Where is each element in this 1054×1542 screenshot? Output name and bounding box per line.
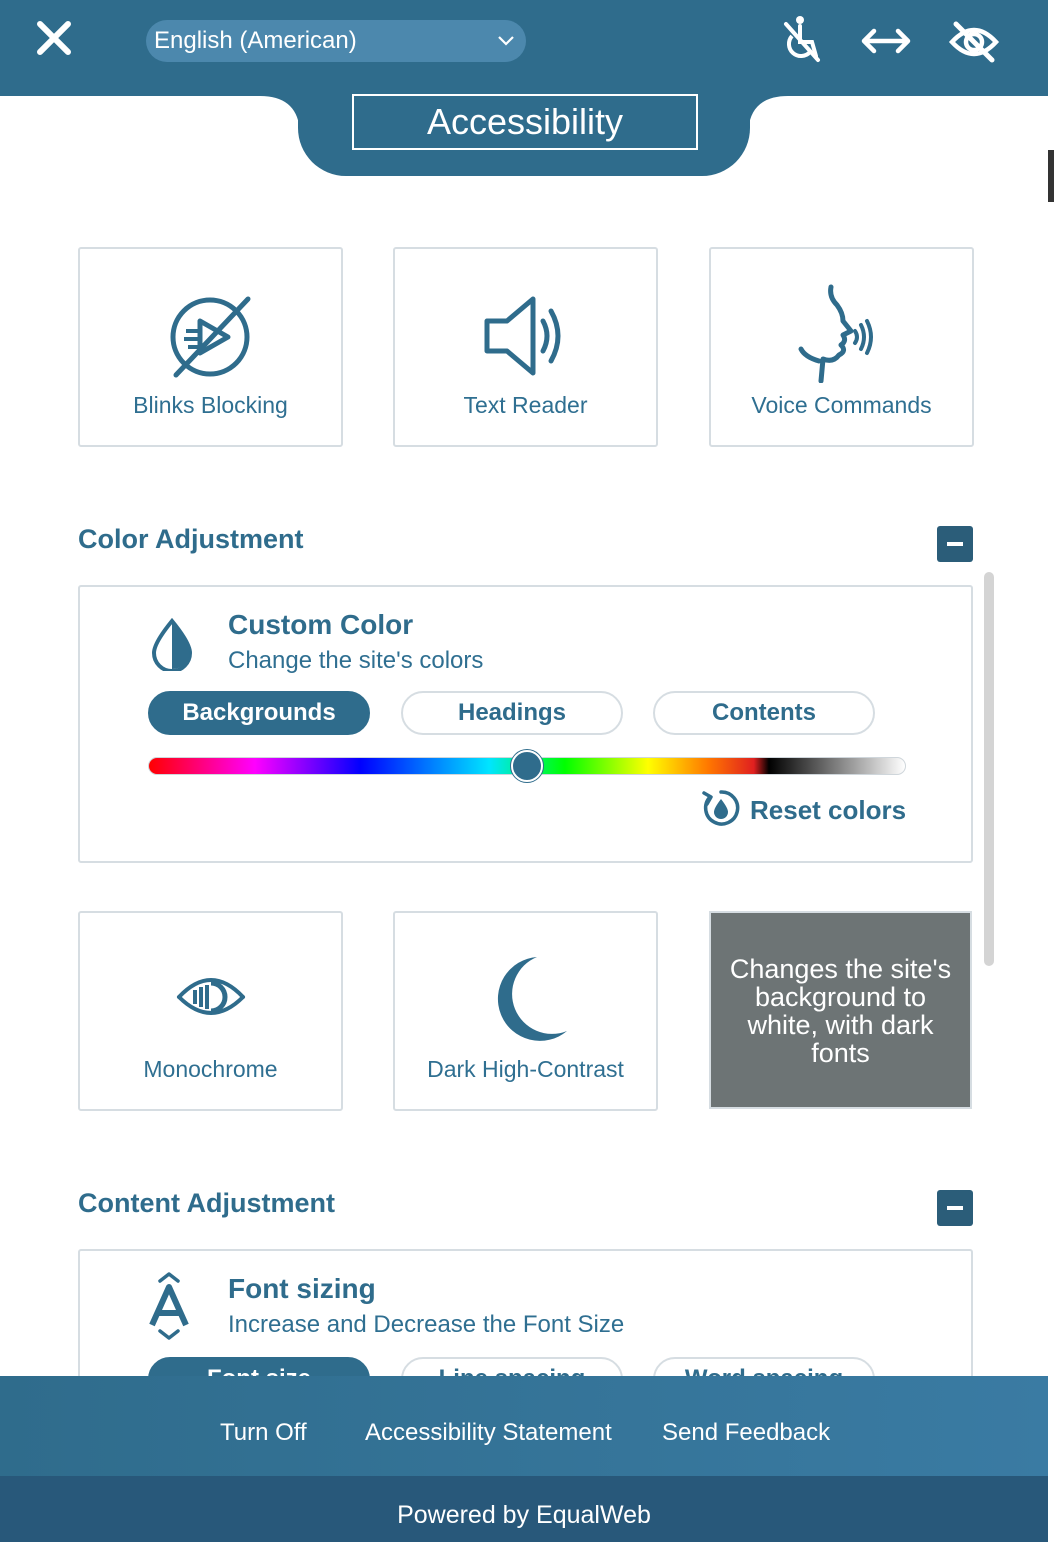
eye-off-icon	[946, 12, 1002, 68]
color-spectrum-slider[interactable]	[148, 757, 906, 775]
send-feedback-link[interactable]: Send Feedback	[662, 1419, 831, 1446]
hide-interface-button[interactable]	[946, 12, 1002, 68]
close-icon	[30, 16, 78, 64]
dark-high-contrast-label: Dark High-Contrast	[427, 1056, 624, 1082]
voice-head-icon	[797, 283, 887, 383]
speaker-icon	[481, 295, 571, 377]
tab-backgrounds[interactable]: Backgrounds	[148, 691, 370, 735]
tab-curve-left	[260, 96, 300, 136]
font-sizing-subtitle: Increase and Decrease the Font Size	[228, 1311, 625, 1338]
eye-lines-icon	[175, 967, 247, 1021]
custom-color-panel	[78, 585, 973, 863]
font-size-icon	[144, 1271, 194, 1341]
arrows-horizontal-icon	[858, 12, 914, 68]
tab-curve-right	[748, 96, 788, 136]
reset-droplet-icon	[700, 787, 742, 829]
tab-contents[interactable]: Contents	[653, 691, 875, 735]
monochrome-card[interactable]	[78, 911, 343, 1111]
custom-color-subtitle: Change the site's colors	[228, 647, 484, 674]
tab-headings[interactable]: Headings	[401, 691, 623, 735]
slider-thumb[interactable]	[511, 750, 543, 782]
footer-links-bar	[0, 1376, 1048, 1476]
accessibility-statement-link[interactable]: Accessibility Statement	[365, 1419, 612, 1446]
font-sizing-title: Font sizing	[228, 1273, 376, 1304]
color-adjustment-heading: Color Adjustment	[78, 524, 304, 554]
close-button[interactable]	[30, 16, 78, 64]
voice-commands-label: Voice Commands	[751, 392, 932, 418]
text-reader-card[interactable]	[393, 247, 658, 447]
color-adjustment-collapse-button[interactable]	[937, 526, 973, 562]
moon-icon	[481, 953, 571, 1045]
text-reader-label: Text Reader	[463, 392, 588, 418]
voice-commands-card[interactable]	[709, 247, 974, 447]
tooltip-light-high-contrast: Changes the site's background to white, with dark fonts	[709, 911, 972, 1109]
blinks-blocking-label: Blinks Blocking	[133, 392, 288, 418]
content-adjustment-heading: Content Adjustment	[78, 1188, 335, 1218]
turn-off-link[interactable]: Turn Off	[220, 1419, 307, 1446]
expand-width-button[interactable]	[858, 12, 914, 68]
language-value: English (American)	[154, 27, 357, 54]
custom-color-title: Custom Color	[228, 609, 414, 640]
page-edge	[1048, 0, 1054, 1542]
powered-by: Powered by EqualWeb	[0, 1476, 1048, 1542]
dark-high-contrast-card[interactable]	[393, 911, 658, 1111]
reset-colors-button[interactable]	[700, 787, 907, 831]
accessibility-off-button[interactable]	[774, 12, 830, 68]
panel-scrollbar[interactable]	[984, 572, 994, 966]
blinks-blocking-card[interactable]	[78, 247, 343, 447]
reset-colors-label: Reset colors	[750, 795, 907, 825]
chevron-down-icon	[496, 32, 516, 50]
monochrome-label: Monochrome	[143, 1056, 278, 1082]
blinks-blocking-icon	[166, 293, 256, 383]
accessibility-off-icon	[774, 12, 830, 68]
droplet-icon	[150, 617, 194, 671]
language-select[interactable]	[146, 20, 526, 62]
page-title: Accessibility	[352, 94, 698, 150]
content-adjustment-collapse-button[interactable]	[937, 1190, 973, 1226]
